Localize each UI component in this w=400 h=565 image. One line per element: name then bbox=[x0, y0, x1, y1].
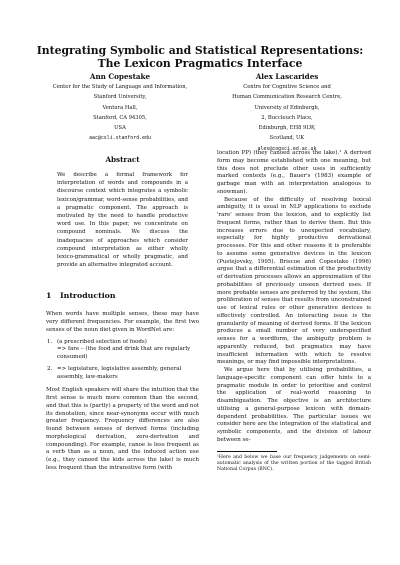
section-heading bbox=[46, 291, 199, 301]
list-item-text: (a prescribed selection of foods) bbox=[57, 338, 147, 345]
section-number: 1 bbox=[46, 291, 52, 301]
paper-title bbox=[0, 44, 400, 70]
author-affiliation: Scotland, UK bbox=[269, 135, 305, 142]
list-item-text: => legislature, legislative assembly, general assembly, law-makers bbox=[57, 365, 182, 380]
author-affiliation: Center for the Study of Language and Information, bbox=[52, 84, 188, 90]
list-item bbox=[46, 366, 199, 382]
body-paragraph: location PP) (they canoed across the lake).¹ A derived form may become established with one meaning, but this does not preclude other uses in sufficiently marked contexts (e.g., Bauer's (1983) example of garbage man with an interpretation analogous to snowman). bbox=[217, 150, 371, 195]
author-affiliation: 2, Buccleuch Place, bbox=[261, 114, 313, 121]
author-email: aac@csli.stanford.edu bbox=[89, 135, 151, 142]
list-item bbox=[46, 339, 199, 362]
footnote: ¹Here and below we base our frequency judgements on semi-automatic analysis of the written portion of the tagged British National Corpus (BNC). bbox=[217, 454, 371, 473]
author-affiliation: Edinburgh, EH8 9LW, bbox=[258, 125, 316, 132]
left-column bbox=[46, 150, 199, 473]
author-affiliation: Human Communication Research Centre, bbox=[232, 94, 342, 101]
author-affiliation: University of Edinburgh, bbox=[254, 104, 320, 111]
author-affiliation: Stanford, CA 94305, bbox=[93, 114, 147, 121]
section-title: Introduction bbox=[60, 291, 116, 301]
author-name: Ann Copestake bbox=[89, 72, 151, 81]
author-affiliation: Ventura Hall, bbox=[102, 104, 138, 111]
list-item-label: 1. bbox=[47, 338, 53, 345]
intro-paragraph-2: Most English speakers will share the intuition that the first sense is much more common than the second, and that this is (partly) a property of the word and not its denotation, since near-synonyms occur with much greater frequency. Frequency differences are also found between senses of derived forms (including morphological derivation, zero-derivation and compounding). For example, canoe is less frequent as a verb than as a noun, and the induced action use (e.g., they canoed the kids across the lake) is much less frequent than the intransitive form (with bbox=[46, 387, 199, 471]
footnote-divider bbox=[217, 451, 277, 452]
author-block-1 bbox=[45, 72, 195, 144]
title-line-1: Integrating Symbolic and Statistical Representations: bbox=[36, 44, 364, 57]
author-name: Alex Lascarides bbox=[255, 72, 319, 81]
author-affiliation: Centre for Cognitive Science and bbox=[243, 84, 331, 90]
list-item-label: 2. bbox=[47, 365, 53, 372]
author-affiliation: Stanford University, bbox=[93, 94, 147, 101]
intro-paragraph-1: When words have multiple senses, these may have very different frequencies. For example, the first two senses of the noun diet given in WordNet are: bbox=[46, 311, 199, 333]
right-column bbox=[217, 150, 371, 474]
author-email: alex@cogsci.ed.ac.uk bbox=[257, 145, 317, 152]
abstract-text: We describe a formal framework for interpretation of words and compounds in a discourse context which integrates a symbolic lexicon/grammar, word-sense probabilities, and a pragmatic component. The approach is motivated by the need to handle productive word use. In this paper, we concentrate on compound nominals. We discuss the inadequacies of approaches which consider compound interpretation as either wholly lexico-grammatical or wholly pragmatic, and provide an alternative integrated account. bbox=[57, 172, 188, 269]
body-paragraph: Because of the difficulty of resolving lexical ambiguity, it is usual in NLP applications to exclude 'rare' senses from the lexicon, and to explicitly list frequent forms, rather than to derive them. But this increases errors due to unexpected vocabulary, especially for highly productive derivational processes. For this and other reasons it is preferable to assume some generative devices in the lexicon (Pustejovsky, 1995). Briscoe and Copestake (1996) argue that a differential estimation of the productivity of derivation processes allows an approximation of the probabilities of previously unseen derived uses. If more probable senses are preferred by the system, the proliferation of senses that results from unconstrained use of lexical rules or other generative devices is effectively controlled. An interacting issue is the granularity of meaning of derived forms. If the lexicon produces a small number of very underspecified senses for a wordform, the ambiguity problem is apparently reduced, but pragmatics may have insufficient information with which to resolve meanings, or may find impossible interpretations. bbox=[217, 196, 371, 366]
author-block-2 bbox=[212, 72, 362, 154]
list-item-text: => fare – (the food and drink that are regularly consumed) bbox=[57, 346, 191, 361]
sense-list bbox=[46, 339, 199, 382]
author-affiliation: USA bbox=[114, 125, 126, 132]
abstract-heading: Abstract bbox=[105, 155, 140, 164]
title-line-2: The Lexicon Pragmatics Interface bbox=[97, 57, 303, 70]
body-paragraph: We argue here that by utilising probabilities, a language-specific component can offer hints to a pragmatic module in order to prioritise and control the application of real-world reasoning to disambiguation. The objective is an architecture utilising a general-purpose lexicon with domain-dependent probabilities. The particular issues we consider here are the integration of the statistical and symbolic components, and the division of labour between se- bbox=[217, 367, 371, 443]
